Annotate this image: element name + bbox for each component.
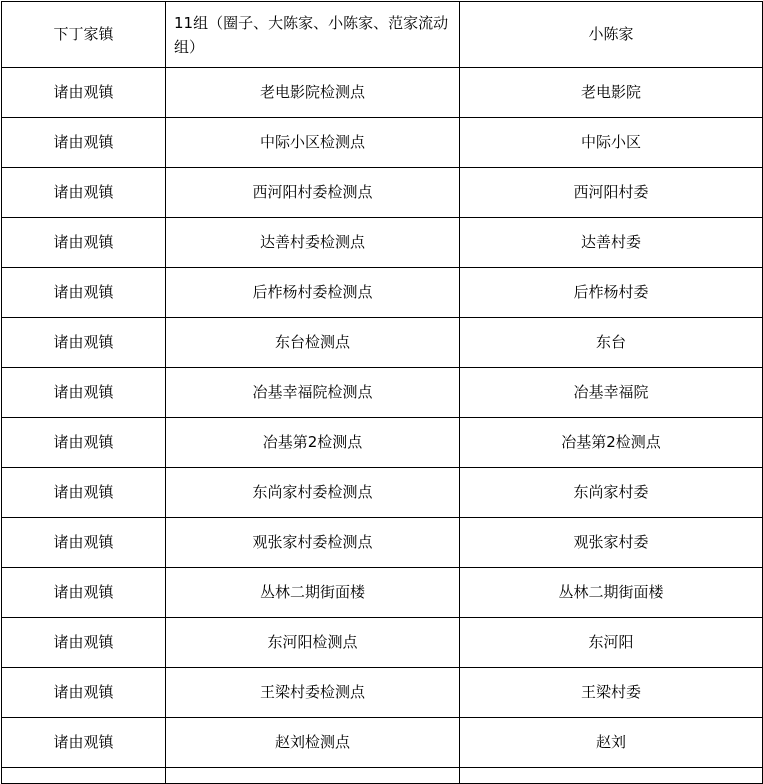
table-row bbox=[2, 418, 763, 468]
cell-place: 东台 bbox=[460, 318, 763, 368]
cell-site: 东尚家村委检测点 bbox=[166, 468, 460, 518]
table-row bbox=[2, 618, 763, 668]
table-row bbox=[2, 318, 763, 368]
cell-town: 诸由观镇 bbox=[2, 718, 166, 768]
cell-place: 西河阳村委 bbox=[460, 168, 763, 218]
cell-town: 诸由观镇 bbox=[2, 468, 166, 518]
table-row bbox=[2, 468, 763, 518]
cell-town: 诸由观镇 bbox=[2, 518, 166, 568]
cell-town: 诸由观镇 bbox=[2, 118, 166, 168]
cell-town: 诸由观镇 bbox=[2, 618, 166, 668]
cell-site: 赵刘检测点 bbox=[166, 718, 460, 768]
cell-site: 后柞杨村委检测点 bbox=[166, 268, 460, 318]
cell-town: 诸由观镇 bbox=[2, 318, 166, 368]
cell-place: 老电影院 bbox=[460, 68, 763, 118]
cell-place: 小陈家 bbox=[460, 2, 763, 68]
cell-site: 达善村委检测点 bbox=[166, 218, 460, 268]
cell-place: 东河阳 bbox=[460, 618, 763, 668]
table-row bbox=[2, 668, 763, 718]
table-row bbox=[2, 2, 763, 68]
table-row bbox=[2, 118, 763, 168]
cell-site: 中际小区检测点 bbox=[166, 118, 460, 168]
cell-place: 赵刘 bbox=[460, 718, 763, 768]
cell-site: 西河阳村委检测点 bbox=[166, 168, 460, 218]
cell-town: 诸由观镇 bbox=[2, 168, 166, 218]
cell-place: 丛林二期街面楼 bbox=[460, 568, 763, 618]
cell-place: 后柞杨村委 bbox=[460, 268, 763, 318]
cell-place: 东尚家村委 bbox=[460, 468, 763, 518]
cell-place bbox=[460, 768, 763, 784]
cell-site: 丛林二期街面楼 bbox=[166, 568, 460, 618]
cell-site: 11组（圈子、大陈家、小陈家、范家流动组） bbox=[166, 2, 460, 68]
table-row bbox=[2, 218, 763, 268]
cell-town: 下丁家镇 bbox=[2, 2, 166, 68]
cell-town: 诸由观镇 bbox=[2, 368, 166, 418]
cell-town: 诸由观镇 bbox=[2, 268, 166, 318]
cell-site: 东台检测点 bbox=[166, 318, 460, 368]
cell-site: 观张家村委检测点 bbox=[166, 518, 460, 568]
cell-place: 观张家村委 bbox=[460, 518, 763, 568]
cell-town: 诸由观镇 bbox=[2, 68, 166, 118]
table-row bbox=[2, 268, 763, 318]
cell-town: 诸由观镇 bbox=[2, 668, 166, 718]
table-row bbox=[2, 368, 763, 418]
table-row bbox=[2, 768, 763, 784]
cell-place: 冶基幸福院 bbox=[460, 368, 763, 418]
document-page bbox=[0, 1, 763, 779]
cell-place: 中际小区 bbox=[460, 118, 763, 168]
cell-site: 王梁村委检测点 bbox=[166, 668, 460, 718]
cell-site: 老电影院检测点 bbox=[166, 68, 460, 118]
cell-place: 达善村委 bbox=[460, 218, 763, 268]
table-row bbox=[2, 568, 763, 618]
cell-place: 王梁村委 bbox=[460, 668, 763, 718]
cell-site: 冶基幸福院检测点 bbox=[166, 368, 460, 418]
table-row bbox=[2, 718, 763, 768]
cell-town bbox=[2, 768, 166, 784]
testing-sites-table bbox=[1, 1, 763, 784]
cell-site bbox=[166, 768, 460, 784]
cell-town: 诸由观镇 bbox=[2, 568, 166, 618]
cell-site: 东河阳检测点 bbox=[166, 618, 460, 668]
table-row bbox=[2, 518, 763, 568]
cell-site: 冶基第2检测点 bbox=[166, 418, 460, 468]
table-row bbox=[2, 168, 763, 218]
table-body bbox=[2, 2, 763, 784]
cell-town: 诸由观镇 bbox=[2, 418, 166, 468]
table-row bbox=[2, 68, 763, 118]
cell-town: 诸由观镇 bbox=[2, 218, 166, 268]
cell-place: 冶基第2检测点 bbox=[460, 418, 763, 468]
